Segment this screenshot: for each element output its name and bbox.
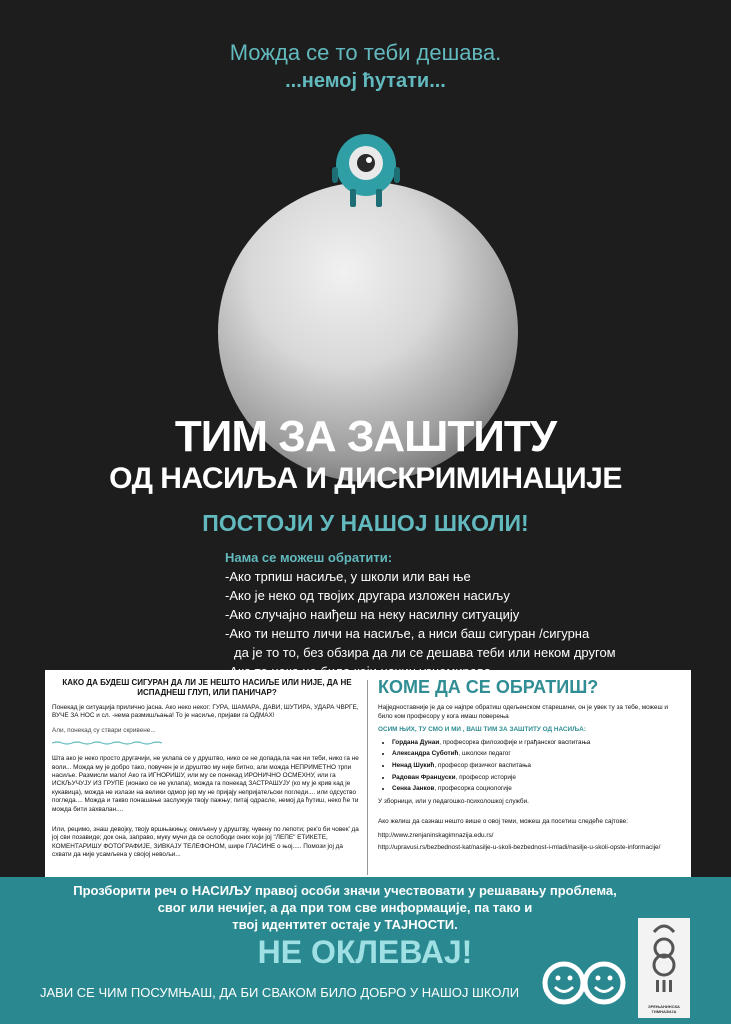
right-paragraph: Најједноставније је да се најпре обратиш одељенском старешини, он је увек ту за тебе, можеш и било ком професору у кога имаш поверења: [378, 704, 668, 720]
contact-item: -Ако случајно наиђеш на неку насилну ситуацију: [225, 607, 520, 622]
left-paragraph: Или, рецимо, знаш девојку, твоју вршњакињу, омиљену у друштву, чувену по лепоти; рек'о би човек' да јој сви позавиде; док она, заправо, муку мучи да се ослободи оних који јој "ЛЕПЕ" ЕТИКЕТЕ, КОМЕНТАРИШУ ФОТОГРАФИЈЕ, ЗИВКАЈУ ТЕЛЕФОНОМ, шире ГЛАСИНЕ о њој..... Помози јој да схвати да није усамљена у својој невољи...: [52, 826, 359, 859]
logo-caption: ЗРЕЊАНИНСКА ГИМНАЗИЈА: [648, 1004, 680, 1014]
hidden-note: Али, понекад су ствари скривене...: [52, 726, 156, 734]
band-hero: НЕ ОКЛЕВАЈ!: [257, 934, 473, 970]
school-logo: [638, 918, 690, 1018]
band-line: Прозборити реч о НАСИЉУ правој особи значи учествовати у решавању проблема,: [73, 883, 617, 898]
right-heading: КОМЕ ДА СЕ ОБРАТИШ?: [378, 677, 599, 697]
band-message: [60, 882, 630, 933]
team-heading: ОСИМ ЊИХ, ТУ СМО И МИ , ВАШ ТИМ ЗА ЗАШТИТУ ОД НАСИЉА:: [378, 726, 586, 734]
team-member: • Александра Суботић, школски педагог: [392, 750, 683, 759]
contact-item: -Ако ти нешто личи на насиље, а ниси баш сигуран /сигурна: [225, 626, 590, 641]
band-line: твој идентитет остаје у ТАЈНОСТИ.: [232, 917, 458, 932]
right-paragraph: Ако желиш да сазнаш нешто више о овој теми, можеш да посетиш следеће сајтове:: [378, 818, 628, 826]
right-column: [378, 672, 683, 852]
contact-item: да је то то, без обзира да ли се дешава теби или неком другом: [234, 645, 616, 660]
one-eyed-creature-icon: [328, 127, 404, 211]
column-divider: [367, 680, 368, 875]
smiley-faces-icon: [542, 958, 628, 1008]
resource-link[interactable]: http://upravusi.rs/bezbednost-kat/nasilje-u-skoli-bezbednost-i-mladi/nasilje-u-skoli-opste-informacije/: [378, 843, 661, 851]
band-footer: ЈАВИ СЕ ЧИМ ПОСУМЊАШ, ДА БИ СВАКОМ БИЛО ДОБРО У НАШОЈ ШКОЛИ: [40, 985, 520, 1000]
left-paragraph: Понекад је ситуација прилично јасна. Ако неко неког: ГУРА, ШАМАРА, ДАВИ, ШУТИРА, УДАРА ЧВРГЕ, ВУЧЕ ЗА НОС и сл. -нема размишљања! То је насиље, пријави га ОДМАХ!: [52, 704, 359, 720]
team-member: • Сенка Јанков, професорка социологије: [392, 785, 683, 794]
team-member: • Радован Француски, професор историје: [392, 774, 683, 783]
contact-item: -Ако трпиш насиље, у школи или ван ње: [225, 569, 471, 584]
contact-list: [225, 548, 616, 681]
team-member: • Ненад Шукић, професор физичког васпитања: [392, 762, 683, 771]
squiggle-underline: [52, 741, 162, 745]
team-member: • Гордана Дунаи, професорка филозофије и грађанског васпитања: [392, 739, 683, 748]
left-paragraph: Шта ако је неко просто другачији, не уклапа се у друштво, нико се не допада,па чак ни теби, нико га не воли... Можда му је добро тако, повучен је и друштво му није битно, али можда НЕПРИМЕТНО трпи насиље. Размисли мало! Ако га ИГНОРИШУ, или му се понекад ИРОНИЧНО ОСМЕХНУ, или га ИСКЉУЧУЈУ ИЗ ГРУПЕ (ионако се не уклапа), можда га понекад ЗАСТРАШУЈУ (ко му је крив кад је кукавица), можда не излази на велики одмор јер му не пријају непријатељски погледи.... или одсуство погледа.... Можда и такво понашање заслужује твоју пажњу; питај одрасле, немој да ћутиш, неко ће ти можда бити захвалан....: [52, 755, 359, 813]
left-heading: КАКО ДА БУДЕШ СИГУРАН ДА ЛИ ЈЕ НЕШТО НАСИЉЕ ИЛИ НИЈЕ, ДА НЕ ИСПАДНЕШ ГЛУП, ИЛИ ПАНИЧАР?: [62, 678, 352, 697]
main-statement: ПОСТОЈИ У НАШОЈ ШКОЛИ!: [202, 510, 529, 536]
team-list: [378, 739, 683, 794]
tagline-line2: ...немој ћутати...: [285, 70, 446, 92]
contact-lead: Нама се можеш обратити:: [225, 550, 393, 565]
tagline-line1: Можда се то теби дешава.: [229, 40, 502, 65]
school-website-link[interactable]: http://www.zrenjaninskagimnazija.edu.rs/: [378, 831, 494, 839]
band-line: свог или нечијег, а да при том све информације, па тако и: [157, 900, 533, 915]
contact-item: -Ако је неко од твојих другара изложен насиљу: [225, 588, 510, 603]
school-crest-icon: [638, 918, 690, 998]
right-paragraph: У зборници, или у педагошко-психолошкој служби.: [378, 797, 529, 805]
left-column: [52, 672, 362, 866]
main-subtitle: ОД НАСИЉА И ДИСКРИМИНАЦИЈЕ: [109, 462, 622, 495]
main-title: ТИМ ЗА ЗАШТИТУ: [174, 412, 557, 461]
